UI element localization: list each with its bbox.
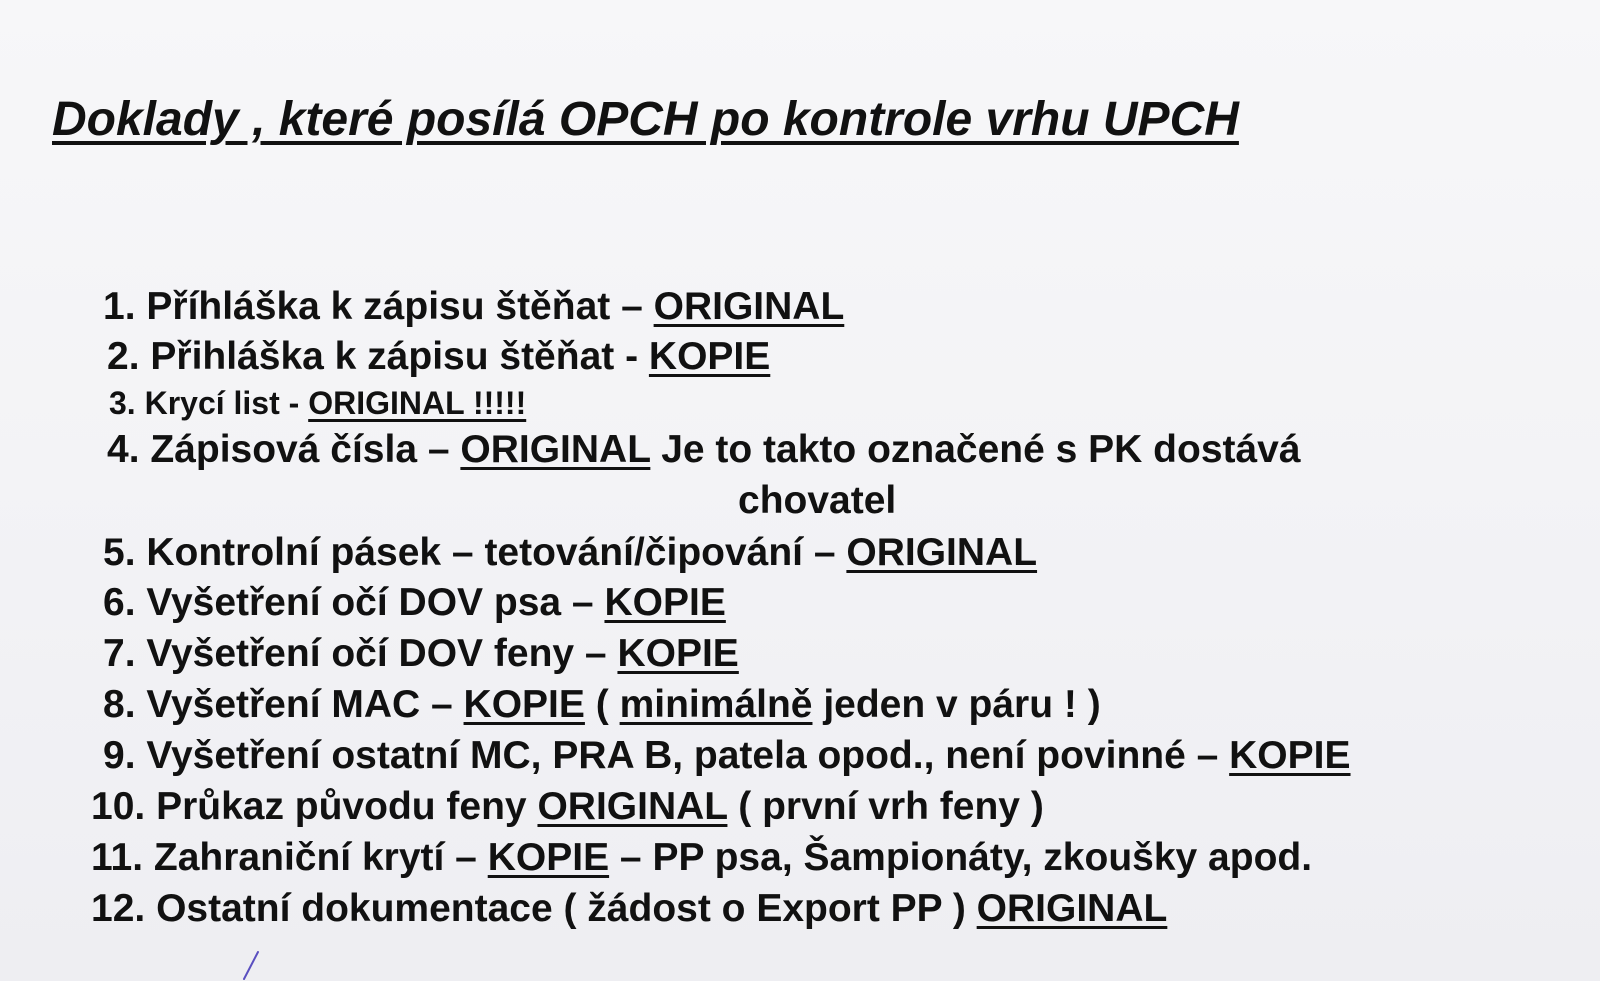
item-text: Vyšetření očí DOV feny –	[146, 632, 618, 675]
item-text: Ostatní dokumentace ( žádost o Export PP )	[156, 887, 977, 930]
item-text: Vyšetření očí DOV psa –	[146, 581, 605, 624]
list-item-9	[103, 736, 1351, 775]
document-title: Doklady , které posílá OPCH po kontrole vrhu UPCH	[52, 93, 1239, 146]
list-item-1	[103, 287, 844, 326]
item-status: KOPIE	[648, 335, 771, 378]
item-number: 1.	[103, 285, 136, 328]
item-note: jeden v páru ! )	[812, 683, 1101, 726]
item-number: 10.	[91, 785, 146, 828]
list-item-12	[91, 889, 1167, 928]
list-item-4	[107, 430, 1301, 469]
list-item-5	[103, 533, 1037, 572]
list-item-8	[103, 685, 1101, 724]
item-number: 8.	[103, 683, 136, 726]
item-number: 6.	[103, 581, 136, 624]
item-text: Vyšetření ostatní MC, PRA B, patela opod., není povinné –	[146, 734, 1230, 777]
item-status: ORIGINAL	[846, 531, 1038, 574]
item-emphasis: minimálně	[619, 683, 813, 726]
item-text: Příhláška k zápisu štěňat –	[146, 285, 654, 328]
item-text: Kontrolní pásek – tetování/čipování –	[146, 531, 847, 574]
list-item-2	[107, 337, 770, 376]
item-status: ORIGINAL	[653, 285, 845, 328]
item-note: – PP psa, Šampionáty, zkoušky apod.	[609, 836, 1313, 879]
item-text: Zahraniční krytí –	[153, 836, 488, 879]
item-status: KOPIE	[1229, 734, 1351, 777]
item-status: KOPIE	[463, 683, 585, 726]
pen-stroke-mark	[230, 950, 270, 981]
item-status: ORIGINAL	[537, 785, 728, 828]
item-status: KOPIE	[617, 632, 739, 675]
list-item-3	[109, 387, 526, 419]
item-text: Krycí list -	[144, 385, 309, 421]
item-text: Vyšetření MAC –	[146, 683, 464, 726]
item-text: Průkaz původu feny	[156, 785, 538, 828]
item-status: KOPIE	[487, 836, 610, 879]
list-item-4-continuation	[738, 481, 896, 520]
item-number: 2.	[107, 335, 140, 378]
item-text: Zápisová čísla –	[150, 428, 461, 471]
item-status: KOPIE	[604, 581, 726, 624]
item-number: 9.	[103, 734, 136, 777]
item-number: 12.	[91, 887, 146, 930]
item-status: ORIGINAL	[976, 887, 1168, 930]
item-number: 4.	[107, 428, 140, 471]
list-item-7	[103, 634, 739, 673]
item-status: ORIGINAL !!!!!	[308, 385, 527, 421]
item-number: 3.	[109, 385, 136, 421]
item-text: Přihláška k zápisu štěňat -	[150, 335, 649, 378]
item-number: 5.	[103, 531, 136, 574]
list-item-10	[91, 787, 1044, 826]
item-note-line2: chovatel	[738, 479, 897, 522]
item-paren: (	[584, 683, 620, 726]
item-note: ( první vrh feny )	[727, 785, 1044, 828]
list-item-6	[103, 583, 726, 622]
item-number: 11.	[91, 836, 144, 879]
item-status: ORIGINAL	[460, 428, 651, 471]
item-number: 7.	[103, 632, 136, 675]
list-item-11	[91, 838, 1312, 877]
item-note: Je to takto označené s PK dostává	[650, 428, 1301, 471]
